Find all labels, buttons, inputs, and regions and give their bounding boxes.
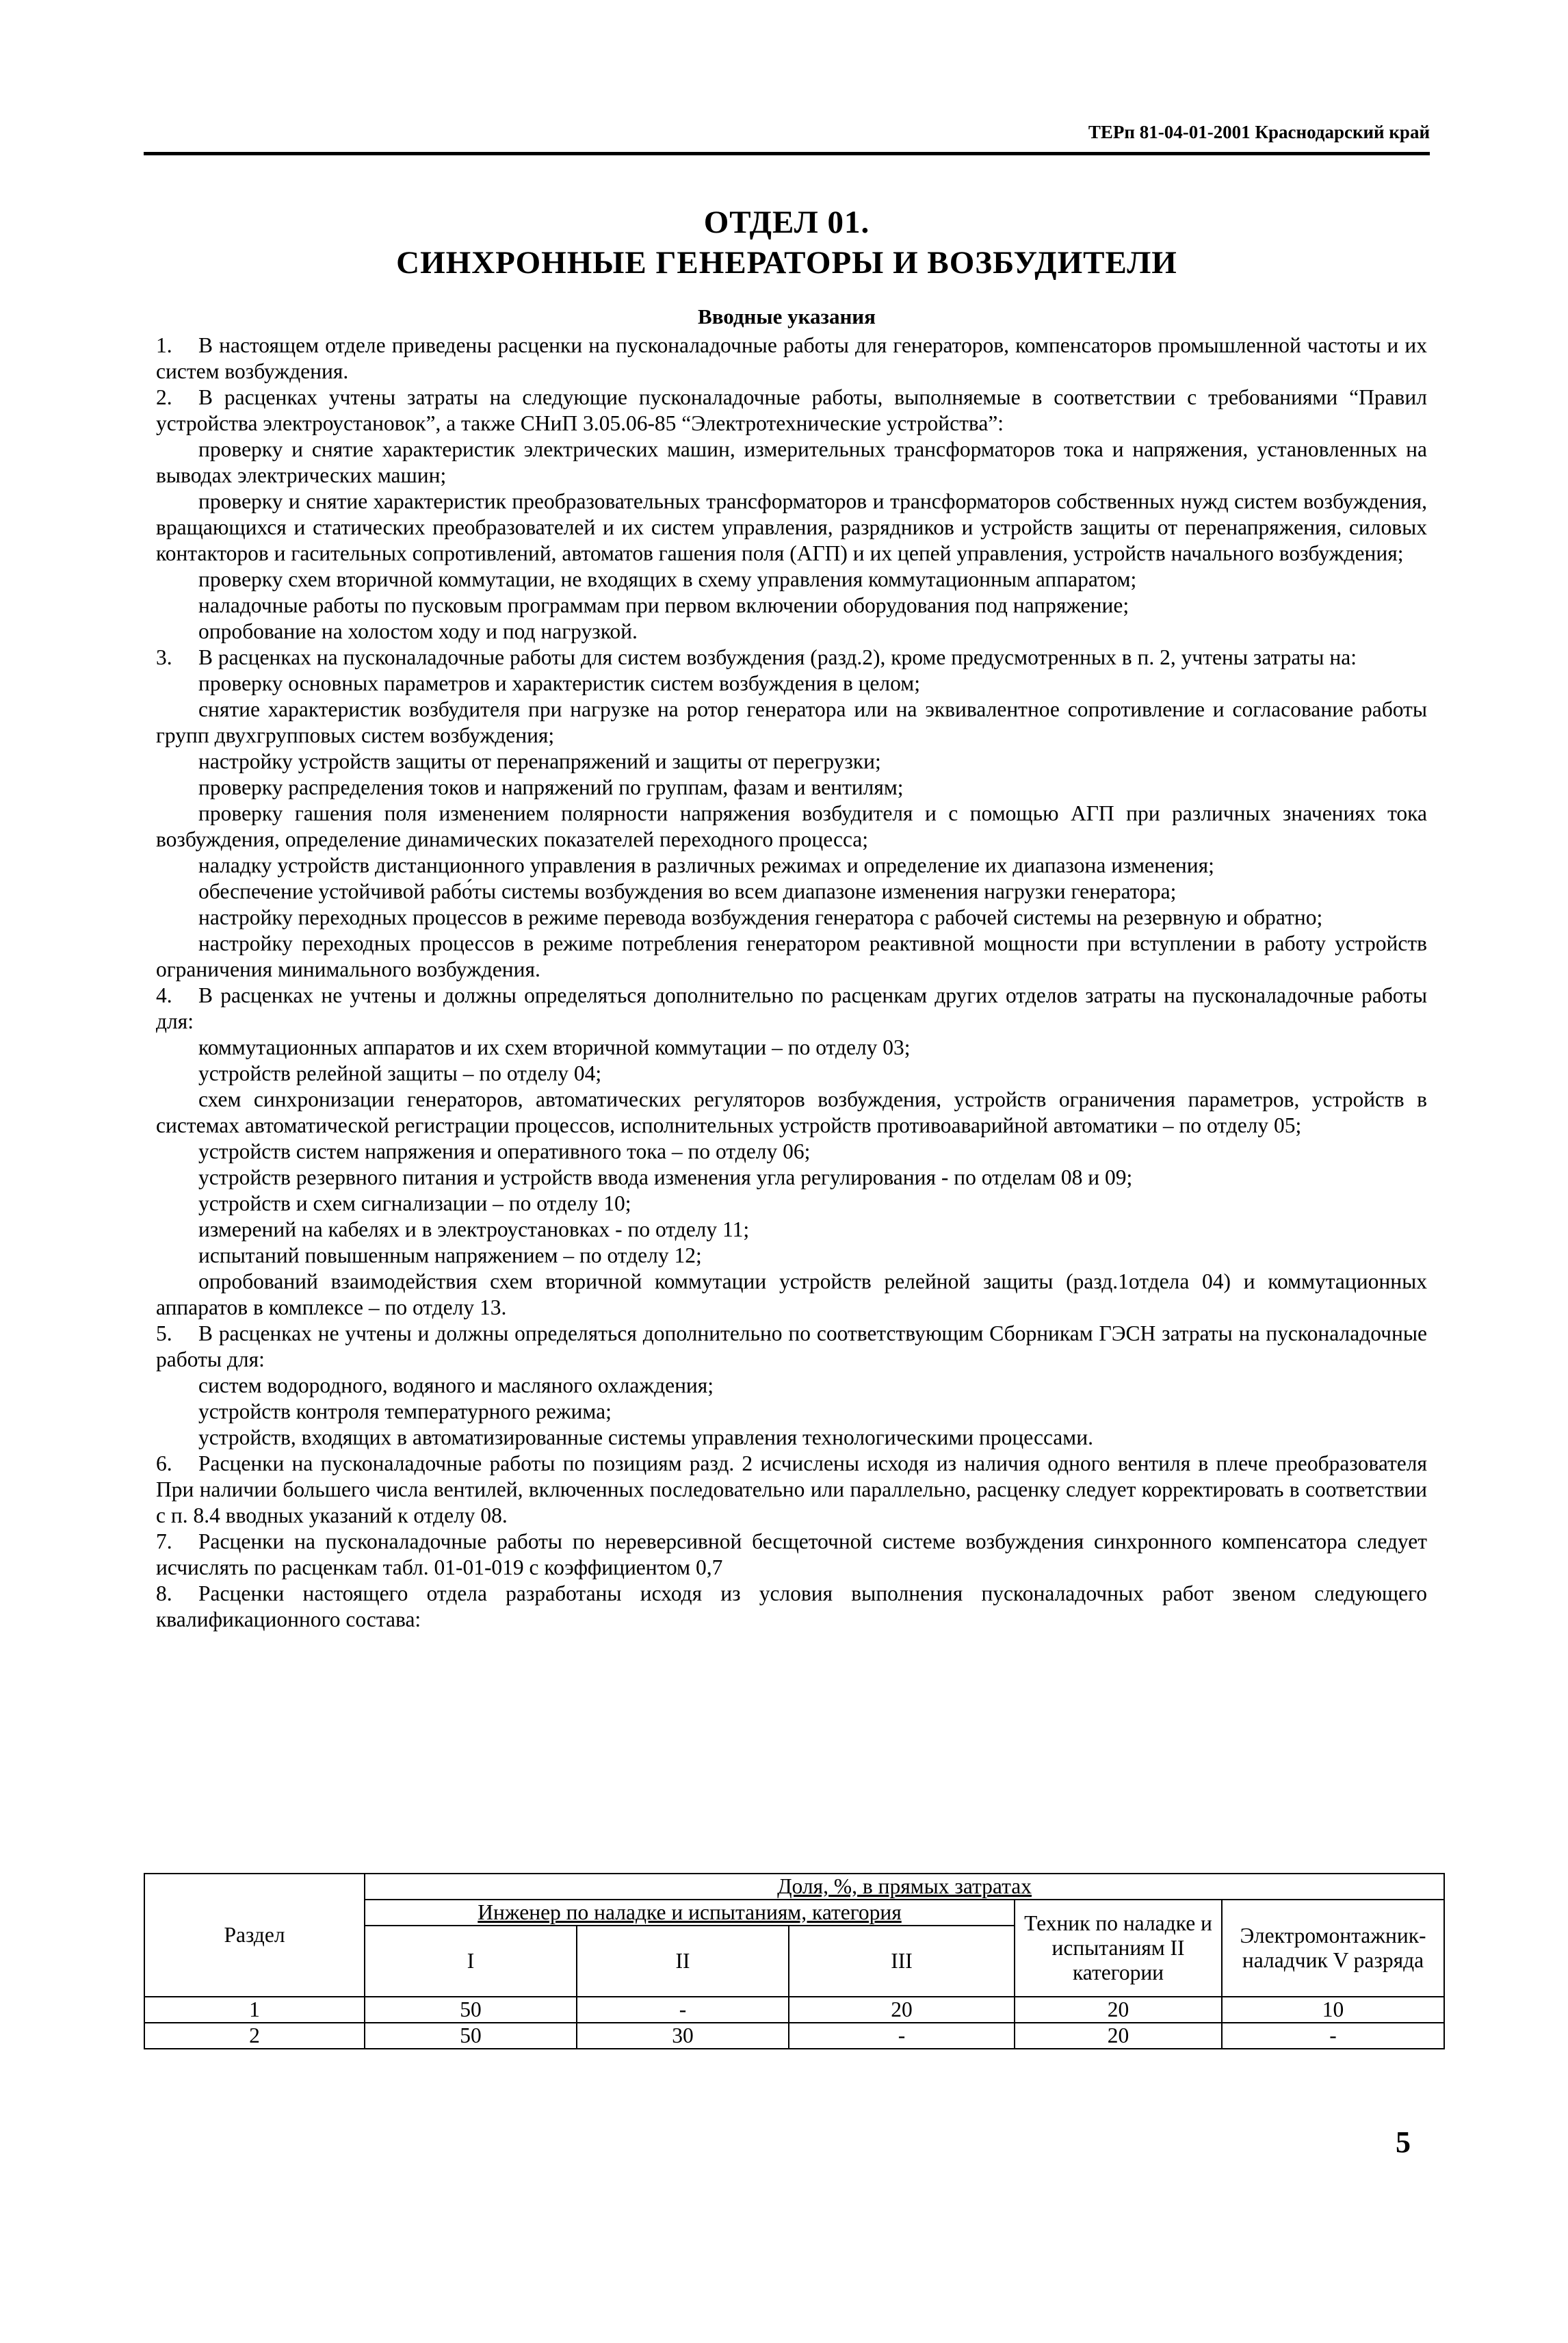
paragraph-number: 7. bbox=[156, 1529, 172, 1553]
page-header: ТЕРп 81-04-01-2001 Краснодарский край bbox=[1088, 122, 1430, 142]
list-item: устройств, входящих в автоматизированные системы управления технологическими процессами. bbox=[198, 1425, 1093, 1449]
list-item: систем водородного, водяного и масляного охлаждения; bbox=[198, 1373, 714, 1397]
paragraph-number: 6. bbox=[156, 1451, 172, 1475]
paragraph-number: 1. bbox=[156, 333, 172, 357]
list-item: проверку схем вторичной коммутации, не входящих в схему управления коммутационным аппаратом; bbox=[198, 567, 1137, 591]
header-category-2: II bbox=[577, 1926, 789, 1997]
crew-composition-table bbox=[144, 1873, 1445, 2049]
cell-section: 1 bbox=[144, 1997, 365, 2023]
list-item: опробование на холостом ходу и под нагрузкой. bbox=[198, 619, 638, 643]
paragraph-text: В расценках не учтены и должны определяться дополнительно по соответствующим Сборникам ГЭСН затраты на пусконаладочные работы для: bbox=[156, 1321, 1427, 1371]
list-item: снятие характеристик возбудителя при нагрузке на ротор генератора или на эквивалентное сопротивление и согласование работы групп двухгрупповых систем возбуждения; bbox=[156, 697, 1427, 747]
list-item: схем синхронизации генераторов, автоматических регуляторов возбуждения, устройств ограничения параметров, устройств в системах автоматической регистрации процессов, исполнительных устройств противоаварийной автоматики – по отделу 05; bbox=[156, 1087, 1427, 1137]
section-title-number: ОТДЕЛ 01. bbox=[703, 205, 870, 240]
header-technician: Техник по наладке и испытаниям II категории bbox=[1015, 1900, 1222, 1997]
paragraph-2 bbox=[156, 385, 1427, 437]
paragraph-text: Расценки на пусконаладочные работы по нереверсивной бесщеточной системе возбуждения синхронного компенсатора следует исчислять по расценкам табл. 01-01-019 с коэффициентом 0,7 bbox=[156, 1529, 1427, 1579]
paragraph-text: Расценки настоящего отдела разработаны исходя из условия выполнения пусконаладочных работ звеном следующего квалификационного состава: bbox=[156, 1581, 1427, 1631]
header-category-1: I bbox=[365, 1926, 577, 1997]
cell-technician: 20 bbox=[1015, 2023, 1222, 2049]
cell-cat-3: - bbox=[789, 2023, 1015, 2049]
list-item: настройку устройств защиты от перенапряжений и защиты от перегрузки; bbox=[198, 749, 881, 773]
paragraph-text: В расценках не учтены и должны определяться дополнительно по расценкам других отделов затраты на пусконаладочные работы для: bbox=[156, 983, 1427, 1033]
section-title-name: СИНХРОННЫЕ ГЕНЕРАТОРЫ И ВОЗБУДИТЕЛИ bbox=[396, 245, 1177, 281]
paragraph-number: 5. bbox=[156, 1321, 172, 1345]
list-item: устройств систем напряжения и оперативного тока – по отделу 06; bbox=[198, 1139, 811, 1163]
paragraph-6 bbox=[156, 1451, 1427, 1529]
intro-body bbox=[156, 333, 1427, 1633]
list-item: обеспечение устойчивой рабо́ты системы возбуждения во всем диапазоне изменения нагрузки генератора; bbox=[198, 879, 1177, 903]
list-item: коммутационных аппаратов и их схем вторичной коммутации – по отделу 03; bbox=[198, 1035, 911, 1059]
paragraph-number: 8. bbox=[156, 1581, 172, 1605]
paragraph-8 bbox=[156, 1581, 1427, 1633]
paragraph-text: В расценках на пусконаладочные работы для систем возбуждения (разд.2), кроме предусмотренных в п. 2, учтены затраты на: bbox=[198, 645, 1357, 669]
list-item: устройств и схем сигнализации – по отделу 10; bbox=[198, 1191, 631, 1215]
paragraph-1 bbox=[156, 333, 1427, 385]
cell-section: 2 bbox=[144, 2023, 365, 2049]
list-item: устройств контроля температурного режима; bbox=[198, 1399, 612, 1423]
list-item: проверку гашения поля изменением полярности напряжения возбудителя и с помощью АГП при различных значениях тока возбуждения, определение динамических показателей переходного процесса; bbox=[156, 801, 1427, 851]
header-engineer: Инженер по наладке и испытаниям, категория bbox=[365, 1900, 1015, 1926]
cell-cat-1: 50 bbox=[365, 2023, 577, 2049]
paragraph-text: Расценки на пусконаладочные работы по позициям разд. 2 исчислены исходя из наличия одного вентиля в плече преобразователя При наличии большего числа вентилей, включенных последовательно или параллельно, расценку следует корректировать в соответствии с п. 8.4 вводных указаний к отделу 08. bbox=[156, 1451, 1427, 1527]
table-row bbox=[144, 1997, 1444, 2023]
cell-technician: 20 bbox=[1015, 1997, 1222, 2023]
table-row bbox=[144, 2023, 1444, 2049]
list-item: проверку и снятие характеристик электрических машин, измерительных трансформаторов тока и напряжения, установленных на выводах электрических машин; bbox=[156, 437, 1427, 487]
page-number: 5 bbox=[1396, 2125, 1411, 2159]
list-item: настройку переходных процессов в режиме перевода возбуждения генератора с рабочей системы на резервную и обратно; bbox=[198, 905, 1323, 929]
header-section: Раздел bbox=[144, 1874, 365, 1997]
paragraph-7 bbox=[156, 1529, 1427, 1581]
paragraph-3 bbox=[156, 645, 1427, 671]
list-item: измерений на кабелях и в электроустановках - по отделу 11; bbox=[198, 1217, 750, 1241]
header-electrician: Электромонтажник-наладчик V разряда bbox=[1222, 1900, 1444, 1997]
intro-heading: Вводные указания bbox=[698, 305, 876, 328]
list-item: проверку распределения токов и напряжений по группам, фазам и вентилям; bbox=[198, 775, 904, 799]
paragraph-text: В расценках учтены затраты на следующие пусконаладочные работы, выполняемые в соответствии с требованиями “Правил устройства электроустановок”, а также СНиП 3.05.06-85 “Электротехнические устройства”: bbox=[156, 385, 1427, 435]
list-item: испытаний повышенным напряжением – по отделу 12; bbox=[198, 1243, 702, 1267]
paragraph-number: 2. bbox=[156, 385, 172, 409]
list-item: проверку основных параметров и характеристик систем возбуждения в целом; bbox=[198, 671, 920, 695]
paragraph-text: В настоящем отделе приведены расценки на пусконаладочные работы для генераторов, компенсаторов промышленной частоты и их систем возбуждения. bbox=[156, 333, 1427, 383]
paragraph-number: 3. bbox=[156, 645, 172, 669]
header-rule bbox=[144, 152, 1430, 155]
header-share: Доля, %, в прямых затратах bbox=[365, 1874, 1444, 1900]
paragraph-number: 4. bbox=[156, 983, 172, 1007]
list-item: наладку устройств дистанционного управления в различных режимах и определение их диапазона изменения; bbox=[198, 853, 1214, 877]
cell-electrician: 10 bbox=[1222, 1997, 1444, 2023]
cell-cat-1: 50 bbox=[365, 1997, 577, 2023]
cell-electrician: - bbox=[1222, 2023, 1444, 2049]
header-category-3: III bbox=[789, 1926, 1015, 1997]
paragraph-5 bbox=[156, 1321, 1427, 1373]
cell-cat-3: 20 bbox=[789, 1997, 1015, 2023]
list-item: опробований взаимодействия схем вторичной коммутации устройств релейной защиты (разд.1отдела 04) и коммутационных аппаратов в комплексе – по отделу 13. bbox=[156, 1269, 1427, 1319]
list-item: устройств резервного питания и устройств ввода изменения угла регулирования - по отделам 08 и 09; bbox=[198, 1165, 1133, 1189]
list-item: наладочные работы по пусковым программам при первом включении оборудования под напряжение; bbox=[198, 593, 1129, 617]
list-item: настройку переходных процессов в режиме потребления генератором реактивной мощности при вступлении в работу устройств ограничения минимального возбуждения. bbox=[156, 931, 1427, 981]
list-item: устройств релейной защиты – по отделу 04; bbox=[198, 1061, 602, 1085]
list-item: проверку и снятие характеристик преобразовательных трансформаторов и трансформаторов собственных нужд систем возбуждения, вращающихся и статических преобразователей и их систем управления, разрядников и устройств защиты от перенапряжения, силовых контакторов и гасительных сопротивлений, автоматов гашения поля (АГП) и их цепей управления, устройств начального возбуждения; bbox=[156, 489, 1427, 565]
cell-cat-2: - bbox=[577, 1997, 789, 2023]
cell-cat-2: 30 bbox=[577, 2023, 789, 2049]
paragraph-4 bbox=[156, 983, 1427, 1035]
